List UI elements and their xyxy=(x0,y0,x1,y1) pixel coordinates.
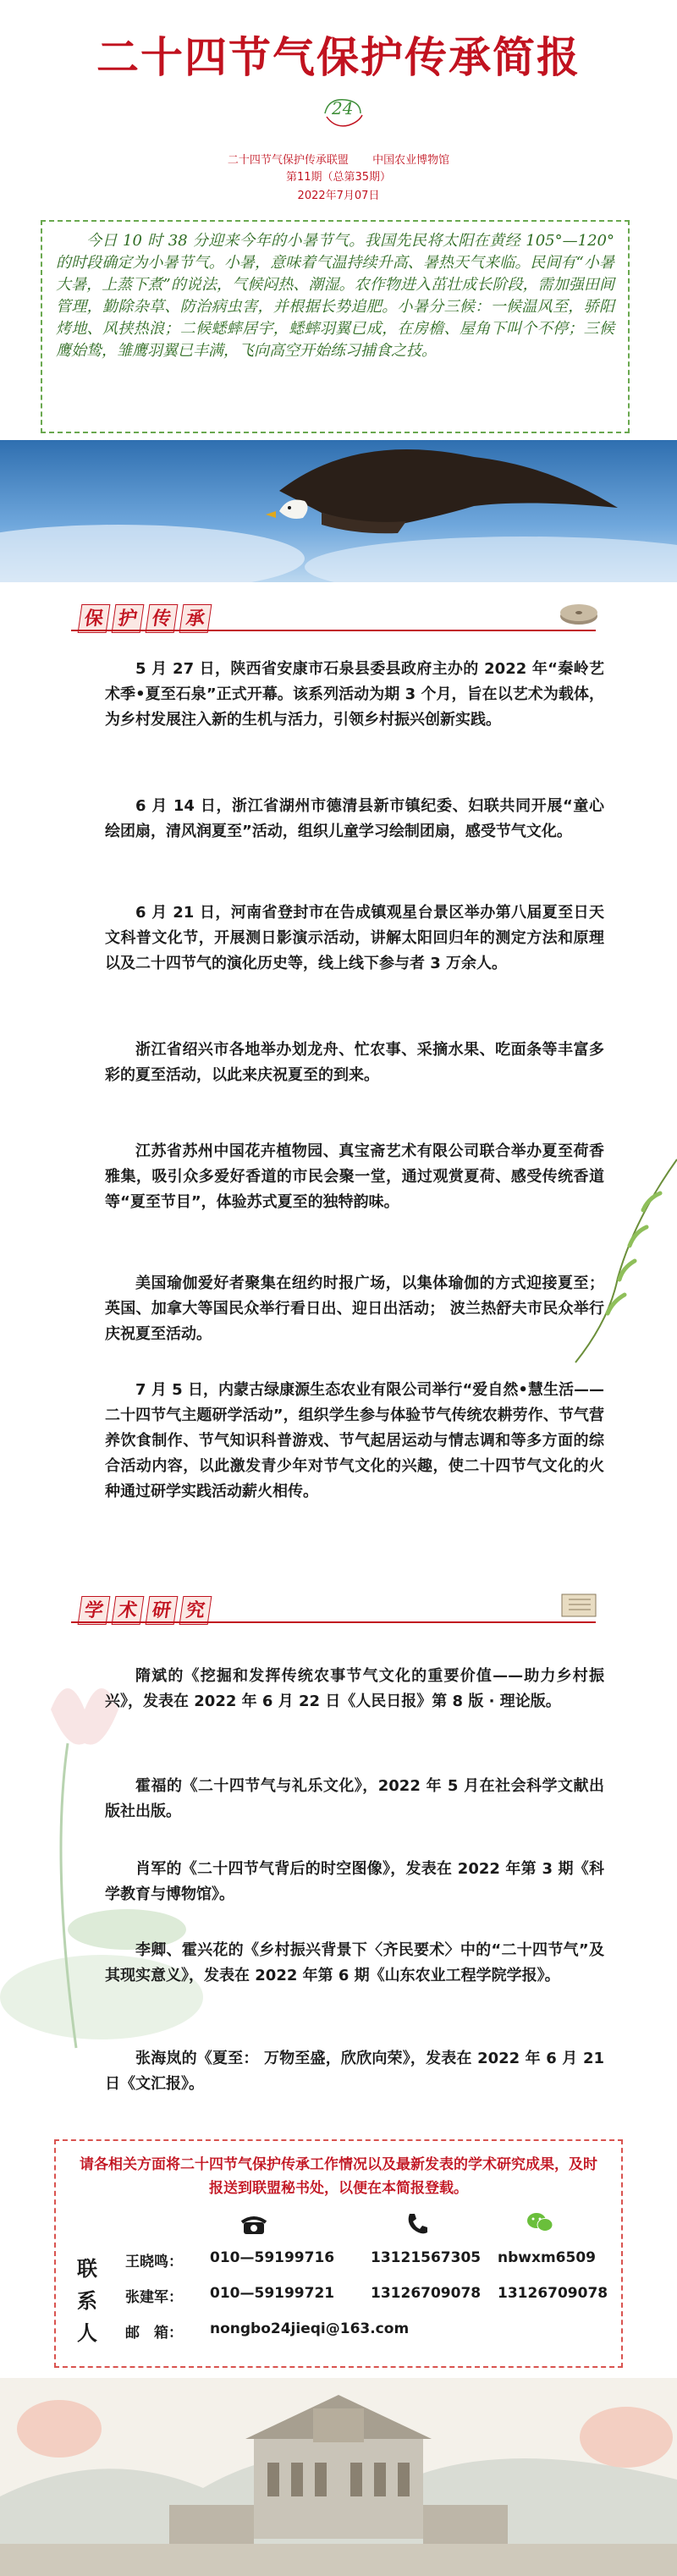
issue-date: 2022年7月07日 xyxy=(297,190,380,202)
eagle-banner-image xyxy=(0,440,677,582)
news-item: 浙江省绍兴市各地举办划龙舟、忙农事、采摘水果、吃面条等丰富多彩的夏至活动，以此来庆祝夏至的到来。 xyxy=(105,1041,604,1084)
news-item: 7 月 5 日，内蒙古绿康源生态农业有限公司举行“爱自然•慧生活——二十四节气主题研学活动”，组织学生参与体验节气传统农耕劳作、节气营养饮食制作、节气知识科普游戏、节气起居运动与情志调和等多方面的综合活动内容，以此激发青少年对节气文化的兴趣，使二十四节气文化的火种通过研学实践活动薪火相传。 xyxy=(105,1381,604,1500)
section-char: 护 xyxy=(112,604,145,633)
mobile-icon xyxy=(403,2212,430,2236)
page-title: 二十四节气保护传承简报 xyxy=(96,32,581,82)
org-line xyxy=(0,151,677,167)
section-char: 学 xyxy=(78,1596,111,1625)
contact-phone: 010—59199716 xyxy=(210,2249,335,2266)
publication-item: 李卿、霍兴花的《乡村振兴背景下〈齐民要术〉中的“二十四节气”及其现实意义》，发表在 2022 年第 6 期《山东农业工程学院学报》。 xyxy=(105,1941,604,1984)
museum-building-illustration xyxy=(0,2378,677,2576)
publication-item: 肖军的《二十四节气背后的时空图像》，发表在 2022 年第 3 期《科学教育与博物馆》。 xyxy=(105,1860,604,1903)
logo-number: 24 xyxy=(332,98,354,118)
publication-item: 霍福的《二十四节气与礼乐文化》，2022 年 5 月在社会科学文献出版社出版。 xyxy=(105,1777,604,1820)
org-alliance: 二十四节气保护传承联盟 xyxy=(227,154,349,167)
section-divider xyxy=(71,630,596,631)
issue-number: 第11期（总第35期） xyxy=(285,171,392,184)
news-item: 5 月 27 日，陕西省安康市石泉县委县政府主办的 2022 年“秦岭艺术季•夏至石泉”正式开幕。该系列活动为期 3 个月，旨在以艺术为载体，为乡村发展注入新的生机与活力，引领乡村振兴创新实践。 xyxy=(105,660,604,729)
wechat-icon xyxy=(526,2210,553,2234)
contact-mobile: 13126709078 xyxy=(371,2285,482,2302)
millstone-icon xyxy=(557,596,601,630)
section-header-protection xyxy=(71,599,596,636)
contact-wechat: nbwxm6509 xyxy=(498,2249,596,2266)
notice-text: 请各相关方面将二十四节气保护传承工作情况以及最新发表的学术研究成果，及时报送到联盟秘书处，以便在本简报登载。 xyxy=(80,2156,597,2197)
section-char: 研 xyxy=(146,1596,179,1625)
news-item: 6 月 14 日，浙江省湖州市德清县新市镇纪委、妇联共同开展“童心绘团扇，清风润夏至”活动，组织儿童学习绘制团扇，感受节气文化。 xyxy=(105,797,604,840)
scroll-book-icon xyxy=(557,1588,601,1621)
org-museum: 中国农业博物馆 xyxy=(372,154,450,167)
contact-name: 张建军： xyxy=(125,2289,183,2306)
contact-name: 王晓鸣： xyxy=(125,2254,183,2271)
willow-branch-decoration xyxy=(559,1151,677,1371)
section-char: 保 xyxy=(78,604,111,633)
intro-box: 今日 10 时 38 分迎来今年的小暑节气。我国先民将太阳在黄经 105°—120° 的时段确定为小暑节气。小暑，意味着气温持续升高、暑热天气来临。民间有“小暑大暑，上蒸下煮”的说法，气候闷热、潮湿。农作物进入茁壮成长阶段，需加强田间管理，勤除杂草、防治病虫害，并根据长势追肥。小暑分三候：一候温风至，骄阳烤地、风挟热浪；二候蟋蟀居宇，蟋蟀羽翼已成，在房檐、屋角下叫个不停；三候鹰始鸷，雏鹰羽翼已丰满，飞向高空开始练习捕食之技。 xyxy=(41,220,630,433)
section-divider xyxy=(71,1621,596,1623)
email-label: 邮 箱： xyxy=(125,2325,183,2342)
phone-icon xyxy=(240,2214,267,2237)
news-item: 美国瑜伽爱好者聚集在纽约时报广场，以集体瑜伽的方式迎接夏至； 英国、加拿大等国民众举行看日出、迎日出活动； 波兰热舒夫市民众举行庆祝夏至活动。 xyxy=(105,1274,604,1343)
contact-phone: 010—59199721 xyxy=(210,2285,335,2302)
publication-item: 隋斌的《挖掘和发挥传统农事节气文化的重要价值——助力乡村振兴》，发表在 2022 年 6 月 22 日《人民日报》第 8 版 · 理论版。 xyxy=(105,1667,604,1710)
publication-item: 张海岚的《夏至： 万物至盛，欣欣向荣》，发表在 2022 年 6 月 21 日《文汇报》。 xyxy=(105,2050,604,2093)
section-char: 传 xyxy=(146,604,179,633)
section-char: 究 xyxy=(179,1596,212,1625)
contact-wechat: 13126709078 xyxy=(498,2285,608,2302)
section-char: 术 xyxy=(112,1596,145,1625)
email-link[interactable]: nongbo24jieqi@163.com xyxy=(210,2320,410,2337)
news-item: 江苏省苏州中国花卉植物园、真宝斋艺术有限公司联合举办夏至荷香雅集，吸引众多爱好香道的市民会聚一堂，通过观赏夏荷、感受传统香道等“夏至节目”，体验苏式夏至的独特韵味。 xyxy=(105,1142,604,1211)
contact-mobile: 13121567305 xyxy=(371,2249,482,2266)
section-char: 承 xyxy=(179,604,212,633)
contacts-label: 联系人 xyxy=(77,2256,97,2345)
news-item: 6 月 21 日，河南省登封市在告成镇观星台景区举办第八届夏至日天文科普文化节，开展测日影演示活动，讲解太阳回归年的测定方法和原理以及二十四节气的演化历史等，线上线下参与者 3 万余人。 xyxy=(105,904,604,972)
section-header-research xyxy=(71,1591,596,1628)
contact-notice-box xyxy=(54,2139,623,2368)
